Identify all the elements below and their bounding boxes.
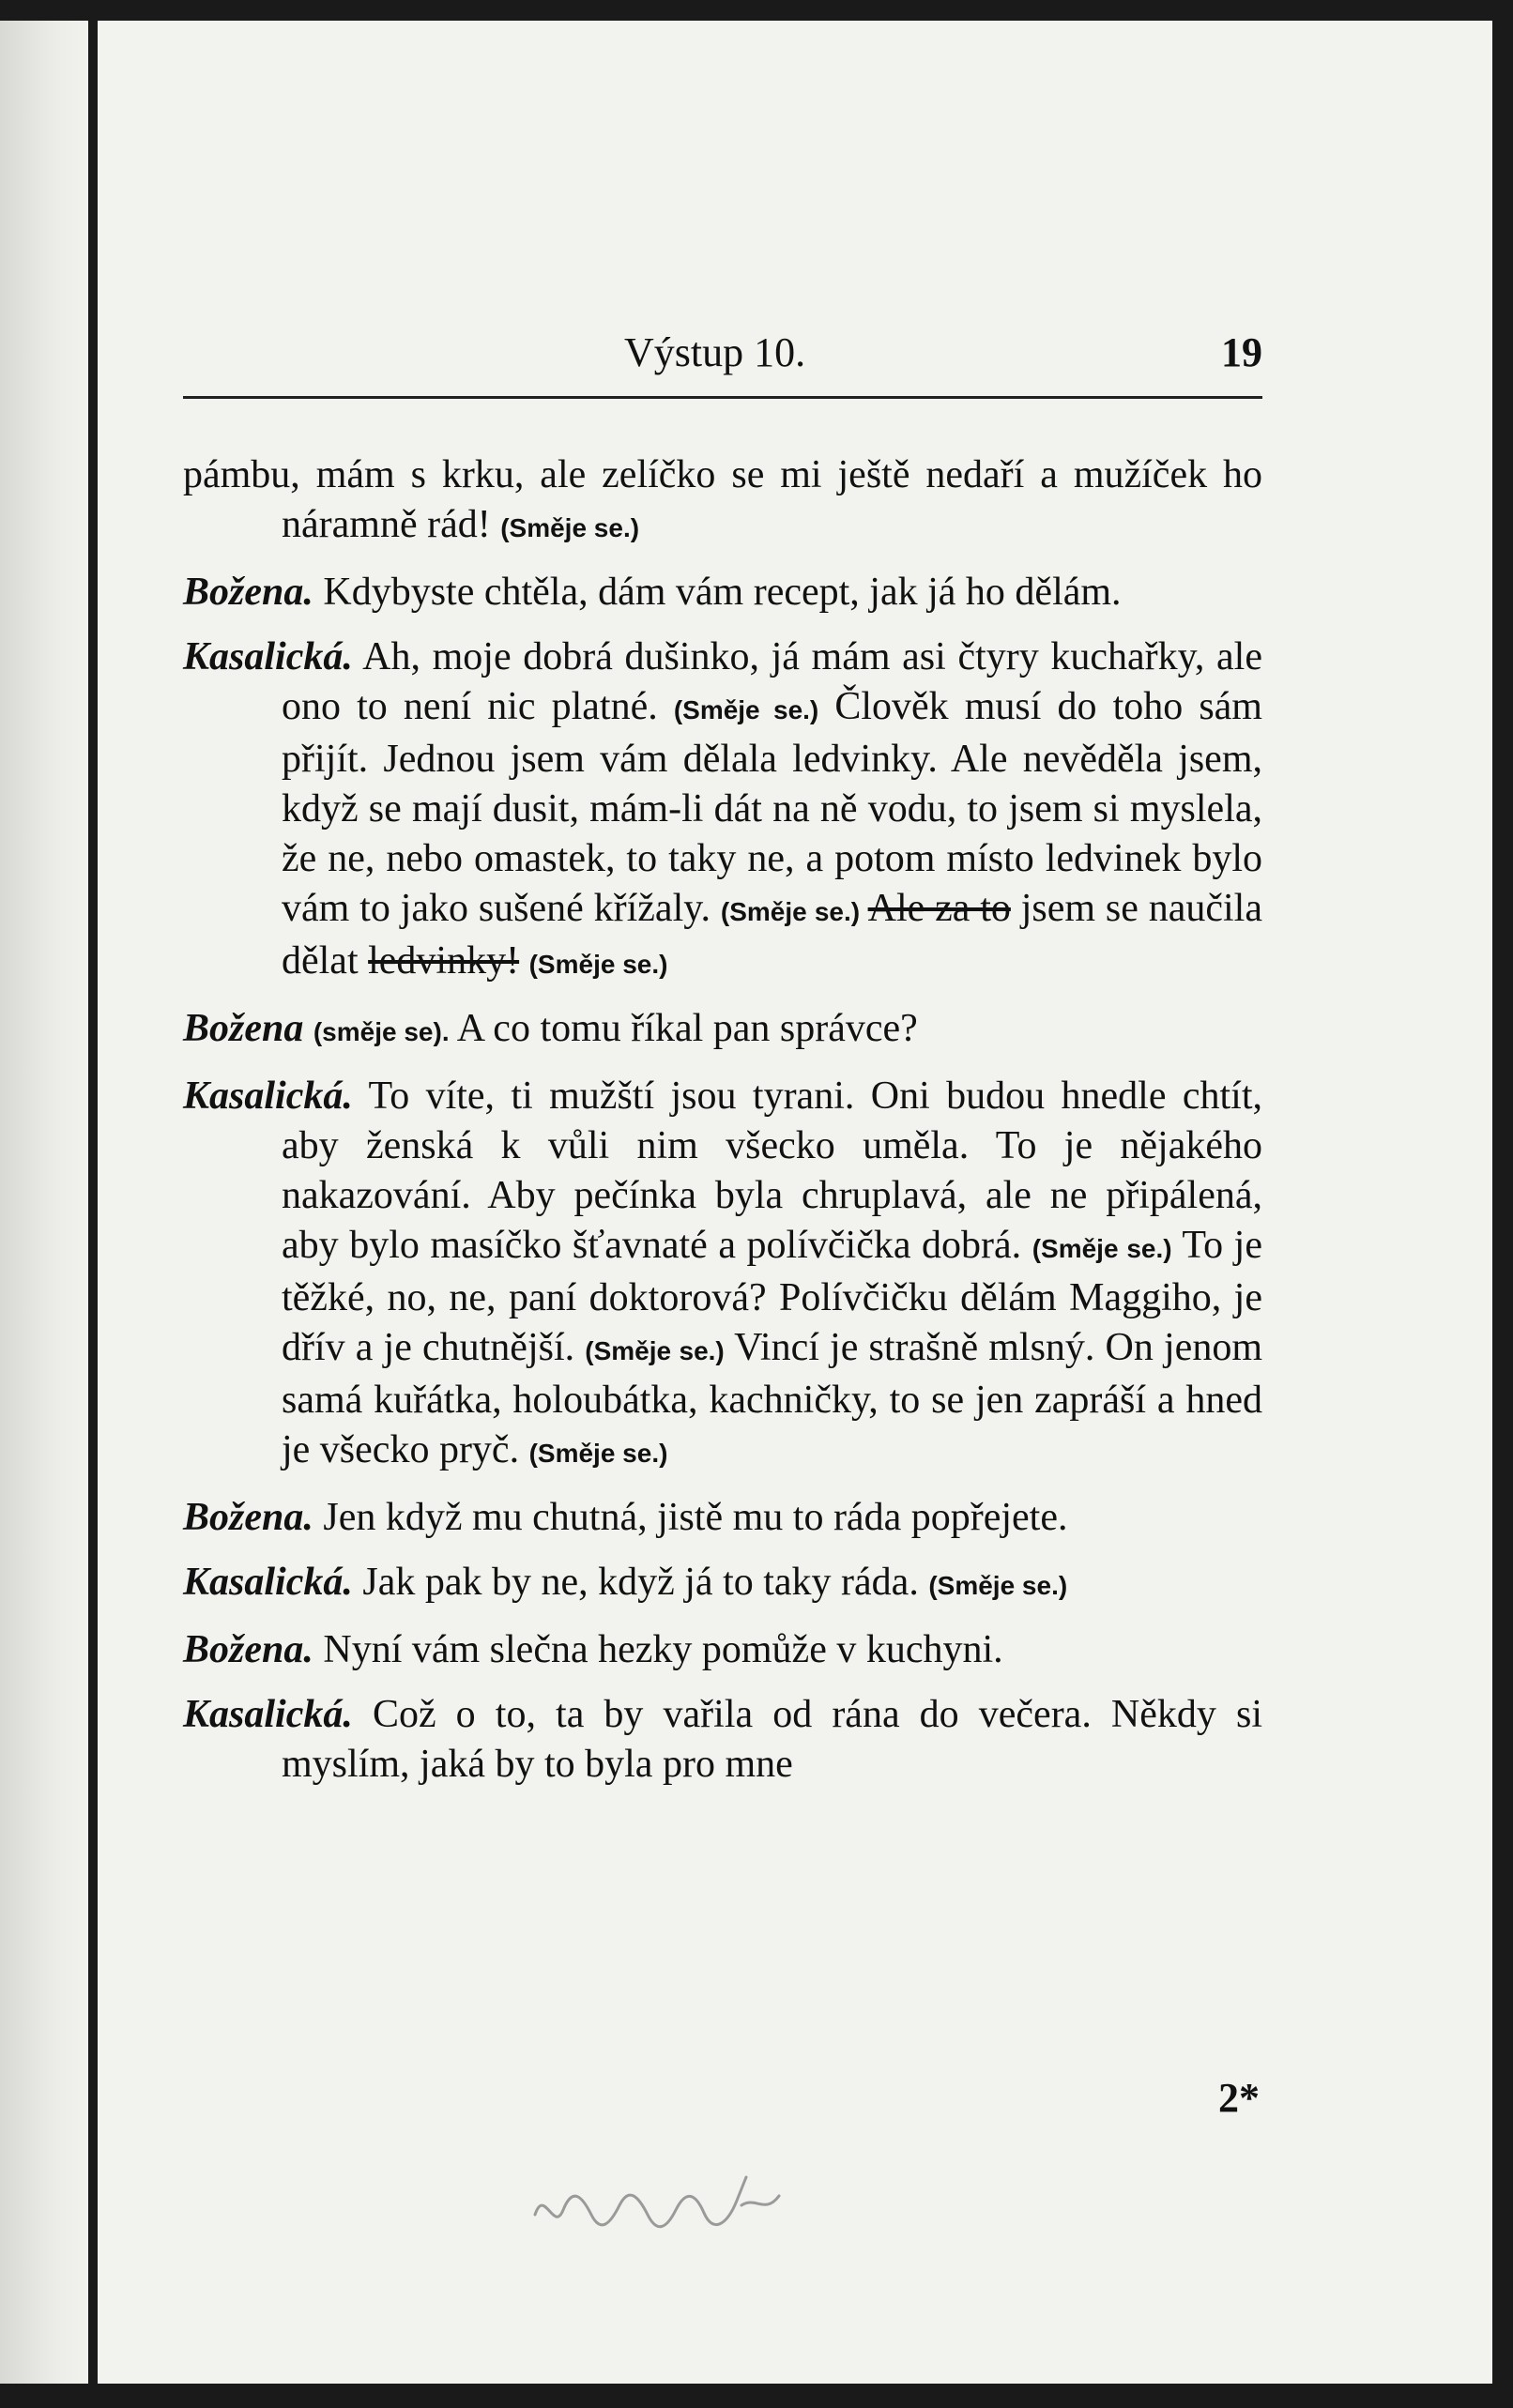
stage-direction: (Směje se.) bbox=[1032, 1234, 1172, 1263]
speech-text: Člověk musí do toho sám přijít. Jednou jsem vám dělala ledvinky. Ale nevěděla jsem, když se mají dusit, mám-li dát na ně vodu, to jsem si myslela, že ne, nebo omastek, to taky ne, a potom místo ledvinek bylo vám to jako sušené křížaly. bbox=[282, 685, 1262, 930]
speech-text: A co tomu říkal pan správce? bbox=[449, 1007, 918, 1050]
speaker-name: Kasalická. bbox=[183, 1074, 353, 1118]
speech-text bbox=[860, 887, 868, 930]
speech-paragraph bbox=[183, 1625, 1262, 1675]
header-rule bbox=[183, 396, 1262, 399]
speech-paragraph bbox=[183, 1072, 1262, 1478]
page-spine-shadow bbox=[0, 0, 94, 2408]
speech-text: Jak pak by ne, když já to taky ráda. bbox=[362, 1561, 929, 1604]
speech-text: jsem se naučila dělat bbox=[282, 887, 1262, 983]
speaker-name: Božena bbox=[183, 1007, 304, 1050]
stage-direction: (směje se). bbox=[313, 1017, 450, 1046]
speaker-name: Kasalická. bbox=[183, 1561, 353, 1604]
speech-paragraph bbox=[183, 632, 1262, 989]
scan-border-right bbox=[1492, 0, 1513, 2408]
speech-paragraph bbox=[183, 1004, 1262, 1057]
speech-text bbox=[303, 1007, 313, 1050]
speech-paragraph bbox=[183, 1558, 1262, 1610]
stage-direction: (Směje se.) bbox=[585, 1336, 725, 1365]
stage-direction: (Směje se.) bbox=[528, 1439, 668, 1468]
speaker-name: Božena. bbox=[183, 571, 313, 614]
speech-paragraph bbox=[183, 450, 1262, 553]
speech-text bbox=[519, 939, 529, 983]
speech-text: Vincí je strašně mlsný. On jenom samá kuřátka, holoubátka, kachničky, to se jen zapráší a hned je všecko pryč. bbox=[282, 1326, 1262, 1471]
speech-paragraph bbox=[183, 568, 1262, 617]
signature-mark: 2* bbox=[1218, 2075, 1260, 2121]
running-title: Výstup 10. bbox=[624, 329, 806, 375]
struck-text: Ale za to bbox=[867, 887, 1011, 930]
scan-border-bottom bbox=[0, 2384, 1513, 2408]
speech-paragraph bbox=[183, 1493, 1262, 1543]
speech-text: Ah, moje dobrá dušinko, já mám asi čtyry kuchařky, ale ono to není nic platné. bbox=[282, 635, 1262, 728]
page-number: 19 bbox=[1221, 329, 1262, 375]
stage-direction: (Směje se.) bbox=[500, 513, 640, 542]
stage-direction: (Směje se.) bbox=[720, 897, 861, 926]
dialogue-text bbox=[183, 450, 1262, 1805]
handwritten-note-scribble bbox=[526, 2158, 807, 2243]
speaker-name: Kasalická. bbox=[183, 635, 353, 678]
scan-border-top bbox=[0, 0, 1513, 21]
stage-direction: (Směje se.) bbox=[673, 695, 819, 724]
speaker-name: Božena. bbox=[183, 1628, 313, 1671]
speech-text: Nyní vám slečna hezky pomůže v kuchyni. bbox=[323, 1628, 1003, 1671]
stage-direction: (Směje se.) bbox=[928, 1571, 1068, 1600]
speech-text: To víte, ti mužští jsou tyrani. Oni budou hnedle chtít, aby ženská k vůli nim všecko uměla. To je nějakého nakazování. Aby pečínka byla chruplavá, ale ne připálená, aby bylo masíčko šťavnaté a polívčička dobrá. bbox=[282, 1074, 1262, 1267]
speech-text: pámbu, mám s krku, ale zelíčko se mi ještě nedaří a mužíček ho náramně rád! bbox=[183, 453, 1262, 546]
speaker-name: Kasalická. bbox=[183, 1693, 353, 1736]
speech-text: Kdybyste chtěla, dám vám recept, jak já ho dělám. bbox=[323, 571, 1122, 614]
binding-edge bbox=[88, 0, 98, 2408]
speech-text: To je těžké, no, ne, paní doktorová? Polívčičku dělám Maggiho, je dřív a je chutnější. bbox=[282, 1224, 1262, 1369]
speaker-name: Božena. bbox=[183, 1496, 313, 1539]
running-header bbox=[183, 328, 1262, 385]
stage-direction: (Směje se.) bbox=[528, 950, 668, 979]
struck-text: ledvinky! bbox=[368, 939, 520, 983]
speech-text: Což o to, ta by vařila od rána do večera. Někdy si myslím, jaká by to byla pro mne bbox=[282, 1693, 1262, 1786]
speech-text: Jen když mu chutná, jistě mu to ráda popřejete. bbox=[323, 1496, 1068, 1539]
speech-paragraph bbox=[183, 1690, 1262, 1790]
